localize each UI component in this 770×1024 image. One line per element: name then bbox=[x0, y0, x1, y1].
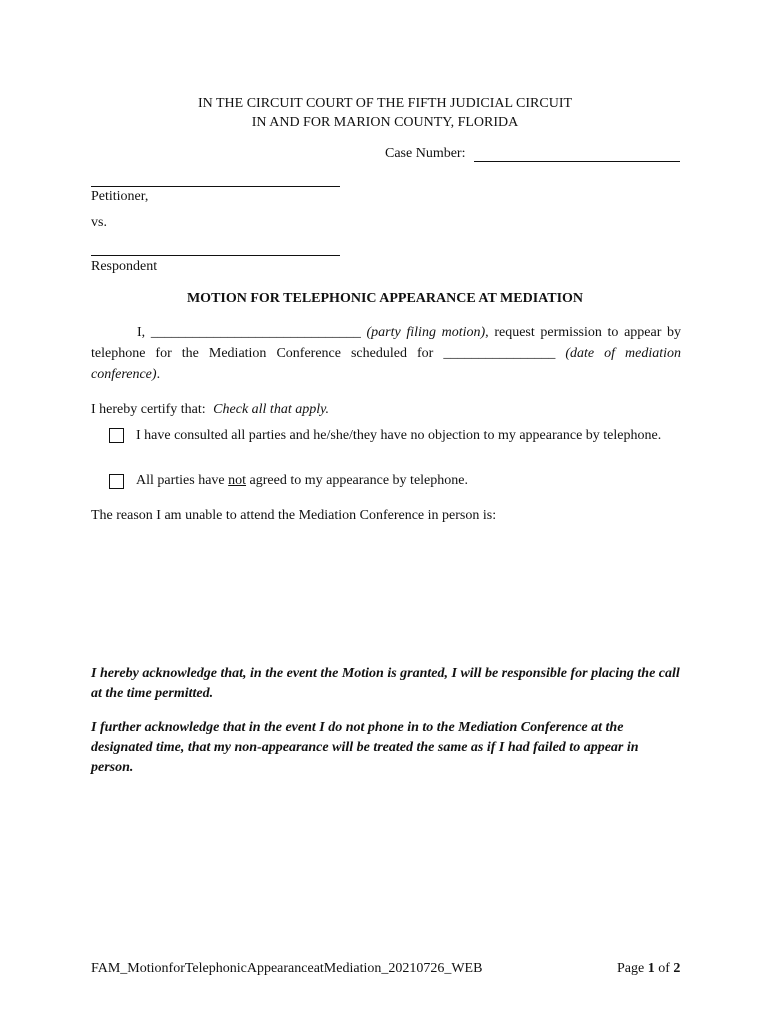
form-identifier: FAM_MotionforTelephonicAppearanceatMediation_20210726_WEB bbox=[91, 961, 483, 976]
request-text: , request permission to appear by telephone for the Mediation Conference scheduled for bbox=[91, 325, 682, 361]
option-2-checkbox[interactable] bbox=[109, 474, 124, 489]
motion-title: MOTION FOR TELEPHONIC APPEARANCE AT MEDIATION bbox=[186, 291, 584, 306]
vs-label: vs. bbox=[91, 215, 107, 230]
court-name-line-2: IN AND FOR MARION COUNTY, FLORIDA bbox=[251, 115, 519, 130]
reason-answer-area[interactable] bbox=[91, 532, 681, 652]
respondent-name-field[interactable] bbox=[91, 239, 340, 256]
certify-line bbox=[91, 402, 329, 418]
option-1-text: I have consulted all parties and he/she/they have no objection to my appearance by telephone. bbox=[136, 428, 662, 443]
court-name-line-1: IN THE CIRCUIT COURT OF THE FIFTH JUDICIAL CIRCUIT bbox=[197, 96, 573, 111]
request-paragraph bbox=[91, 322, 681, 385]
page-current: 1 bbox=[647, 961, 655, 976]
option-2-pre: All parties have bbox=[136, 473, 229, 488]
option-2-post: agreed to my appearance by telephone. bbox=[246, 473, 468, 488]
reason-label: The reason I am unable to attend the Mediation Conference in person is: bbox=[91, 508, 497, 523]
petitioner-name-field[interactable] bbox=[91, 170, 340, 187]
page-total: 2 bbox=[673, 961, 681, 976]
certify-label: I hereby certify that: bbox=[91, 402, 206, 417]
party-name-blank[interactable]: ______________________________ bbox=[150, 325, 361, 340]
request-period: . bbox=[156, 367, 161, 382]
page-of: of bbox=[658, 961, 670, 976]
certify-hint: Check all that apply. bbox=[213, 402, 330, 417]
mediation-date-blank[interactable]: ________________ bbox=[443, 346, 556, 361]
respondent-label: Respondent bbox=[91, 259, 158, 274]
party-hint: (party filing motion) bbox=[366, 325, 486, 340]
petitioner-label: Petitioner, bbox=[91, 189, 149, 204]
page-indicator bbox=[617, 961, 680, 977]
acknowledgement-2: I further acknowledge that in the event I do not phone in to the Mediation Conference at the designated time, that my non-appearance will be treated the same as if I had failed to appear in person. bbox=[91, 720, 639, 775]
case-number-field[interactable] bbox=[474, 146, 680, 162]
request-i: I, bbox=[137, 325, 146, 340]
option-1-checkbox[interactable] bbox=[109, 428, 124, 443]
option-2-emphasis: not bbox=[228, 473, 247, 488]
page-word: Page bbox=[617, 961, 645, 976]
option-2-text bbox=[136, 473, 468, 489]
acknowledgement-1: I hereby acknowledge that, in the event the Motion is granted, I will be responsible for placing the call at the time permitted. bbox=[91, 666, 680, 701]
date-hint: (date of mediation conference) bbox=[91, 346, 682, 382]
case-number-label: Case Number: bbox=[385, 146, 466, 161]
